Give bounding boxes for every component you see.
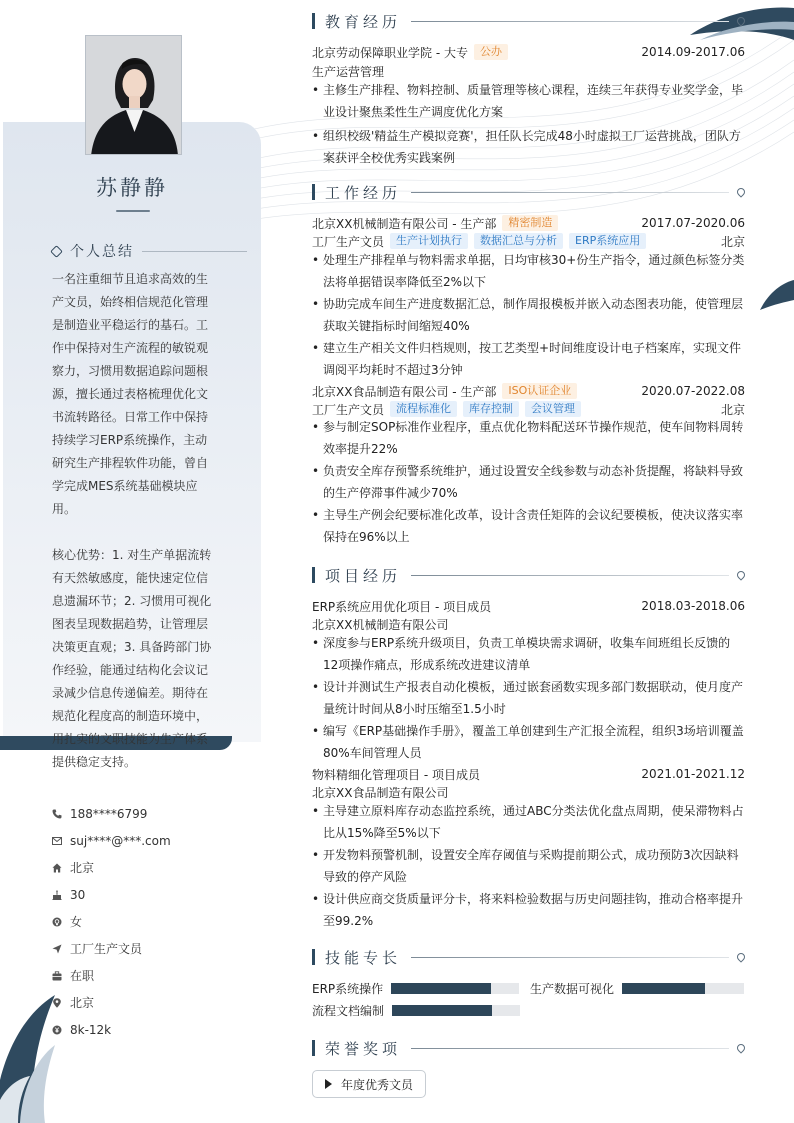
project-bullets — [312, 632, 745, 764]
list-item: • 设计并测试生产报表自动化模板，通过嵌套函数实现多部门数据联动，使月度产量统计时间从8小时压缩至1.5小时 — [312, 676, 745, 720]
contact-text: 工厂生产文员 — [70, 942, 143, 956]
job-company: 北京XX机械制造有限公司 - 生产部 — [312, 216, 497, 231]
school-name: 北京劳动保障职业学院 - 大专 — [312, 45, 468, 60]
salary-icon — [52, 1025, 62, 1035]
contact-location — [52, 989, 252, 1016]
skill-tag: 会议管理 — [525, 401, 581, 417]
job-date: 2020.07-2022.08 — [641, 384, 745, 398]
pin-icon — [735, 951, 746, 962]
home-icon — [52, 863, 62, 873]
heading-line — [411, 1048, 729, 1049]
contact-text: 30 — [70, 887, 86, 902]
job-role-row — [312, 232, 745, 250]
location-icon — [52, 998, 62, 1008]
contact-age — [52, 881, 252, 908]
project-date: 2021.01-2021.12 — [641, 767, 745, 781]
list-item: • 处理生产排程单与物料需求单据，日均审核30+份生产指令，通过颜色标签分类法将单据错误率降低至2%以下 — [312, 249, 745, 293]
contact-job-target — [52, 935, 252, 962]
heading-line — [411, 575, 729, 576]
project-name: ERP系统应用优化项目 - 项目成员 — [312, 599, 492, 614]
heading-line — [411, 21, 729, 22]
list-item: • 设计供应商交货质量评分卡，将来料检验数据与历史问题挂钩，推动合格率提升至99.2% — [312, 888, 745, 932]
heading-bar — [312, 13, 315, 29]
list-item: • 组织校级'精益生产模拟竞赛'，担任队长完成48小时虚拟工厂运营挑战，团队方案获评全校优秀实践案例 — [312, 125, 745, 169]
pin-icon — [735, 569, 746, 580]
project-company-row — [312, 783, 745, 801]
list-item: • 协助完成车间生产进度数据汇总，制作周报模板并嵌入动态图表功能，使管理层获取关键指标时间缩短40% — [312, 293, 745, 337]
summary-heading — [52, 241, 247, 261]
contact-text: 北京 — [70, 996, 95, 1010]
project-company: 北京XX食品制造有限公司 — [312, 785, 449, 800]
contact-text: 北京 — [70, 861, 95, 875]
play-icon — [325, 1079, 332, 1089]
section-title: 荣誉奖项 — [325, 1039, 402, 1058]
award-name: 年度优秀文员 — [341, 1077, 414, 1092]
list-item: • 负责安全库存预警系统维护，通过设置安全线参数与动态补货提醒，将缺料导致的生产停滞事件减少70% — [312, 460, 745, 504]
contact-text: 188****6799 — [70, 806, 148, 821]
name-underline — [116, 210, 150, 212]
briefcase-icon — [52, 971, 62, 981]
education-major-row — [312, 62, 745, 80]
project-date: 2018.03-2018.06 — [641, 599, 745, 613]
skill-bar-fill — [622, 983, 705, 994]
summary-divider — [142, 251, 247, 252]
summary-title: 个人总结 — [70, 244, 134, 260]
list-item: • 主修生产排程、物料控制、质量管理等核心课程，连续三年获得专业奖学金，毕业设计聚焦柔性生产调度优化方案 — [312, 79, 745, 123]
education-bullets — [312, 79, 745, 169]
job-bullets — [312, 416, 745, 548]
phone-icon — [52, 809, 62, 819]
section-title: 项目经历 — [325, 566, 402, 585]
contact-gender — [52, 908, 252, 935]
list-item: • 编写《ERP基础操作手册》，覆盖工单创建到生产汇报全流程，组织3场培训覆盖80%车间管理人员 — [312, 720, 745, 764]
list-item: • 深度参与ERP系统升级项目，负责工单模块需求调研，收集车间班组长反馈的12项操作痛点，形成系统改进建议清单 — [312, 632, 745, 676]
contact-salary — [52, 1016, 252, 1043]
skill-tag: 生产计划执行 — [390, 233, 468, 249]
education-row — [312, 43, 745, 61]
gender-icon — [52, 917, 62, 927]
honors-heading — [312, 1037, 745, 1059]
skill-bar-fill — [392, 1005, 492, 1016]
section-title: 技能专长 — [325, 948, 402, 967]
skill-bar — [622, 983, 744, 994]
list-item: • 主导生产例会纪要标准化改革，设计含责任矩阵的会议纪要模板，使决议落实率保持在96%以上 — [312, 504, 745, 548]
project-company: 北京XX机械制造有限公司 — [312, 617, 449, 632]
list-item: • 开发物料预警机制，设置安全库存阈值与采购提前期公式，成功预防3次因缺料导致的停产风险 — [312, 844, 745, 888]
skill-bar-fill — [391, 983, 491, 994]
list-item: • 主导建立原料库存动态监控系统，通过ABC分类法优化盘点周期，使呆滞物料占比从15%降至5%以下 — [312, 800, 745, 844]
job-company: 北京XX食品制造有限公司 - 生产部 — [312, 384, 497, 399]
skill-tag: ERP系统应用 — [569, 233, 646, 249]
projects-heading — [312, 564, 745, 586]
job-row — [312, 214, 745, 232]
skill-name: 流程文档编制 — [312, 1003, 385, 1018]
contact-home — [52, 854, 252, 881]
send-icon — [52, 944, 62, 954]
diamond-icon — [50, 245, 63, 258]
sidebar — [0, 0, 262, 1123]
portrait-image — [86, 36, 182, 155]
contact-phone — [52, 800, 252, 827]
summary-paragraph: 核心优势：1. 对生产单据流转有天然敏感度，能快速定位信息遗漏环节；2. 习惯用可视化图表呈现数据趋势，让管理层决策更直观；3. 具备跨部门协作经验，能通过结构化会议记录减少信息传递偏差。期待在规范化程度高的制造环境中，用扎实的文职技能为生产体系提供稳定支持。 — [52, 548, 212, 769]
skills-heading — [312, 946, 745, 968]
contact-email — [52, 827, 252, 854]
skill-tag: 流程标准化 — [390, 401, 457, 417]
project-row — [312, 597, 745, 615]
contact-status — [52, 962, 252, 989]
cake-icon — [52, 890, 62, 900]
section-title: 教育经历 — [325, 12, 402, 31]
job-date: 2017.07-2020.06 — [641, 216, 745, 230]
job-city: 北京 — [720, 234, 745, 249]
award-badge — [312, 1070, 426, 1098]
skill-name: 生产数据可视化 — [530, 981, 615, 996]
project-company-row — [312, 615, 745, 633]
company-tag: 精密制造 — [502, 215, 558, 231]
skill-item — [312, 979, 519, 997]
project-bullets — [312, 800, 745, 932]
company-tag: ISO认证企业 — [502, 383, 577, 399]
list-item: • 建立生产相关文件归档规则，按工艺类型+时间维度设计电子档案库，实现文件调阅平均耗时不超过3分钟 — [312, 337, 745, 381]
pin-icon — [735, 1042, 746, 1053]
education-date: 2014.09-2017.06 — [641, 45, 745, 59]
contact-text: suj****@***.com — [70, 833, 171, 848]
project-name: 物料精细化管理项目 - 项目成员 — [312, 767, 480, 782]
skill-bar — [392, 1005, 520, 1016]
heading-bar — [312, 567, 315, 583]
heading-bar — [312, 949, 315, 965]
school-tag: 公办 — [474, 44, 508, 60]
heading-bar — [312, 1040, 315, 1056]
candidate-name: 苏静静 — [96, 176, 168, 200]
job-role: 工厂生产文员 — [312, 402, 385, 417]
summary-paragraph: 一名注重细节且追求高效的生产文员，始终相信规范化管理是制造业平稳运行的基石。工作中保持对生产流程的敏锐观察力，习惯用数据追踪问题根源，擅长通过表格梳理优化文书流转路径。日常工作中保持持续学习ERP系统操作，主动研究生产排程软件功能，曾自学完成MES系统基础模块应用。 — [52, 272, 209, 516]
job-row — [312, 382, 745, 400]
contact-list — [52, 800, 252, 1043]
heading-line — [411, 192, 729, 193]
contact-text: 在职 — [70, 969, 95, 983]
job-city: 北京 — [720, 402, 745, 417]
heading-line — [411, 957, 729, 958]
skill-bar — [391, 983, 519, 994]
contact-text: 8k-12k — [70, 1022, 112, 1037]
job-bullets — [312, 249, 745, 381]
list-item: • 参与制定SOP标准作业程序，重点优化物料配送环节操作规范，使车间物料周转效率提升22% — [312, 416, 745, 460]
skill-tag: 数据汇总与分析 — [474, 233, 563, 249]
summary-text — [52, 268, 216, 797]
skill-name: ERP系统操作 — [312, 981, 384, 996]
skill-item — [312, 1001, 520, 1019]
profile-photo — [85, 35, 182, 155]
education-major: 生产运营管理 — [312, 64, 385, 79]
education-heading — [312, 10, 745, 32]
mail-icon — [52, 836, 62, 846]
job-role: 工厂生产文员 — [312, 234, 385, 249]
skill-tag: 库存控制 — [463, 401, 519, 417]
section-title: 工作经历 — [325, 183, 402, 202]
project-row — [312, 765, 745, 783]
pin-icon — [735, 186, 746, 197]
pin-icon — [735, 15, 746, 26]
heading-bar — [312, 184, 315, 200]
work-heading — [312, 181, 745, 203]
skill-item — [530, 979, 744, 997]
contact-text: 女 — [70, 915, 83, 929]
